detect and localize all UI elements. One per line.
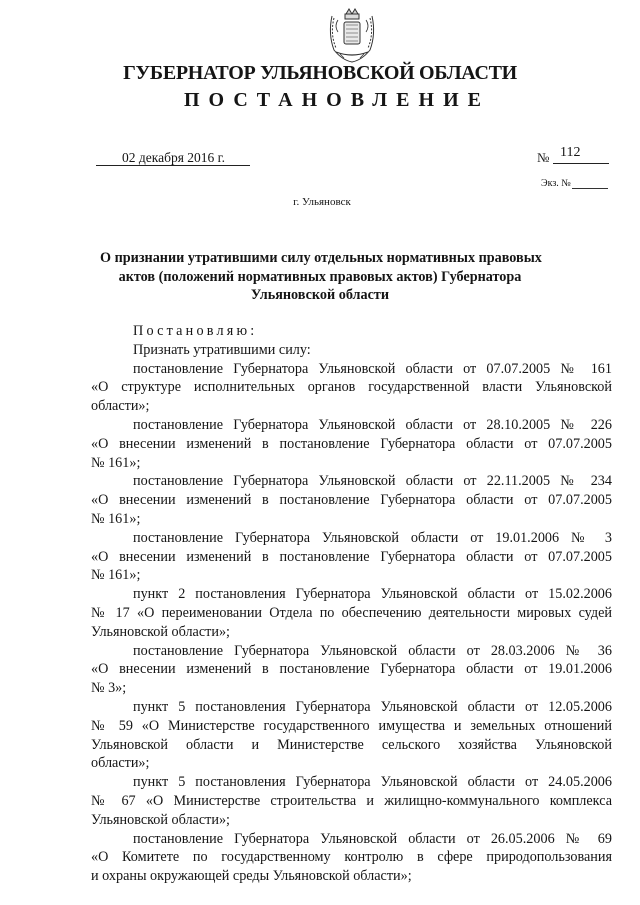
document-body — [91, 322, 612, 886]
number-sign: № — [537, 150, 550, 165]
coat-of-arms-emblem-icon — [324, 6, 380, 64]
body-text-line: № 161»; — [91, 567, 141, 584]
intro-statement: Признать утратившими силу: — [133, 341, 311, 358]
body-text-line: области»; — [91, 755, 150, 772]
body-text-line: и охраны окружающей среды Ульяновской области»; — [91, 868, 412, 885]
body-text-line: № 67 «О Министерстве строительства и жилищно-коммунального комплекса — [91, 792, 612, 809]
body-text-line: Ульяновской области»; — [91, 623, 230, 640]
body-text-line: постановление Губернатора Ульяновской области от 26.05.2006 № 69 — [133, 830, 612, 847]
body-text-line: пункт 5 постановления Губернатора Ульяновской области от 12.05.2006 — [133, 698, 612, 715]
resolve-statement: Постановляю: — [133, 323, 258, 339]
document-date: 02 декабря 2016 г. — [122, 150, 226, 165]
body-text-line: области»; — [91, 398, 150, 415]
body-text-line: Ульяновской области»; — [91, 811, 230, 828]
body-text-line: «О внесении изменений в постановление Губернатора области от 07.07.2005 — [91, 548, 612, 565]
body-text-line: пункт 5 постановления Губернатора Ульяновской области от 24.05.2006 — [133, 774, 612, 791]
body-text-line: постановление Губернатора Ульяновской области от 28.03.2006 № 36 — [133, 642, 612, 659]
city-name: г. Ульяновск — [293, 196, 351, 208]
body-text-line: постановление Губернатора Ульяновской области от 19.01.2006 № 3 — [133, 529, 612, 546]
authority-name: ГУБЕРНАТОР УЛЬЯНОВСКОЙ ОБЛАСТИ — [123, 62, 517, 84]
body-text-line: «О внесении изменений в постановление Губернатора области от 07.07.2005 — [91, 492, 612, 509]
repealed-acts-list — [91, 360, 612, 886]
title-line: Ульяновской области — [250, 287, 390, 303]
body-text-line: «О Комитете по государственному контролю в сфере природопользования — [91, 849, 612, 866]
title-line: актов (положений нормативных правовых актов) Губернатора — [118, 268, 522, 285]
body-text-line: постановление Губернатора Ульяновской области от 28.10.2005 № 226 — [133, 416, 612, 433]
document-title — [100, 249, 540, 305]
date-underline — [96, 165, 250, 166]
document-number: 112 — [560, 145, 581, 160]
title-line: О признании утратившими силу отдельных нормативных правовых — [100, 250, 542, 266]
body-text-line: «О внесении изменений в постановление Губернатора области от 07.07.2005 — [91, 435, 612, 452]
copy-number-underline — [572, 188, 608, 189]
body-text-line: «О структуре исполнительных органов государственной власти Ульяновской — [91, 379, 612, 396]
copy-number-label: Экз. № — [541, 178, 571, 189]
body-text-line: «О внесении изменений в постановление Губернатора области от 19.01.2006 — [91, 661, 612, 678]
document-type: ПОСТАНОВЛЕНИЕ — [184, 89, 490, 111]
body-text-line: № 3»; — [91, 680, 127, 697]
body-text-line: Ульяновской области и Министерстве сельского хозяйства Ульяновской — [91, 736, 612, 753]
body-text-line: № 59 «О Министерстве государственного имущества и земельных отношений — [91, 717, 612, 734]
body-text-line: пункт 2 постановления Губернатора Ульяновской области от 15.02.2006 — [133, 586, 612, 603]
number-underline — [553, 163, 609, 164]
body-text-line: № 161»; — [91, 454, 141, 471]
body-text-line: постановление Губернатора Ульяновской области от 22.11.2005 № 234 — [133, 473, 612, 490]
body-text-line: постановление Губернатора Ульяновской области от 07.07.2005 № 161 — [133, 360, 612, 377]
body-text-line: № 17 «О переименовании Отдела по обеспечению деятельности мировых судей — [91, 604, 612, 621]
body-text-line: № 161»; — [91, 510, 141, 527]
